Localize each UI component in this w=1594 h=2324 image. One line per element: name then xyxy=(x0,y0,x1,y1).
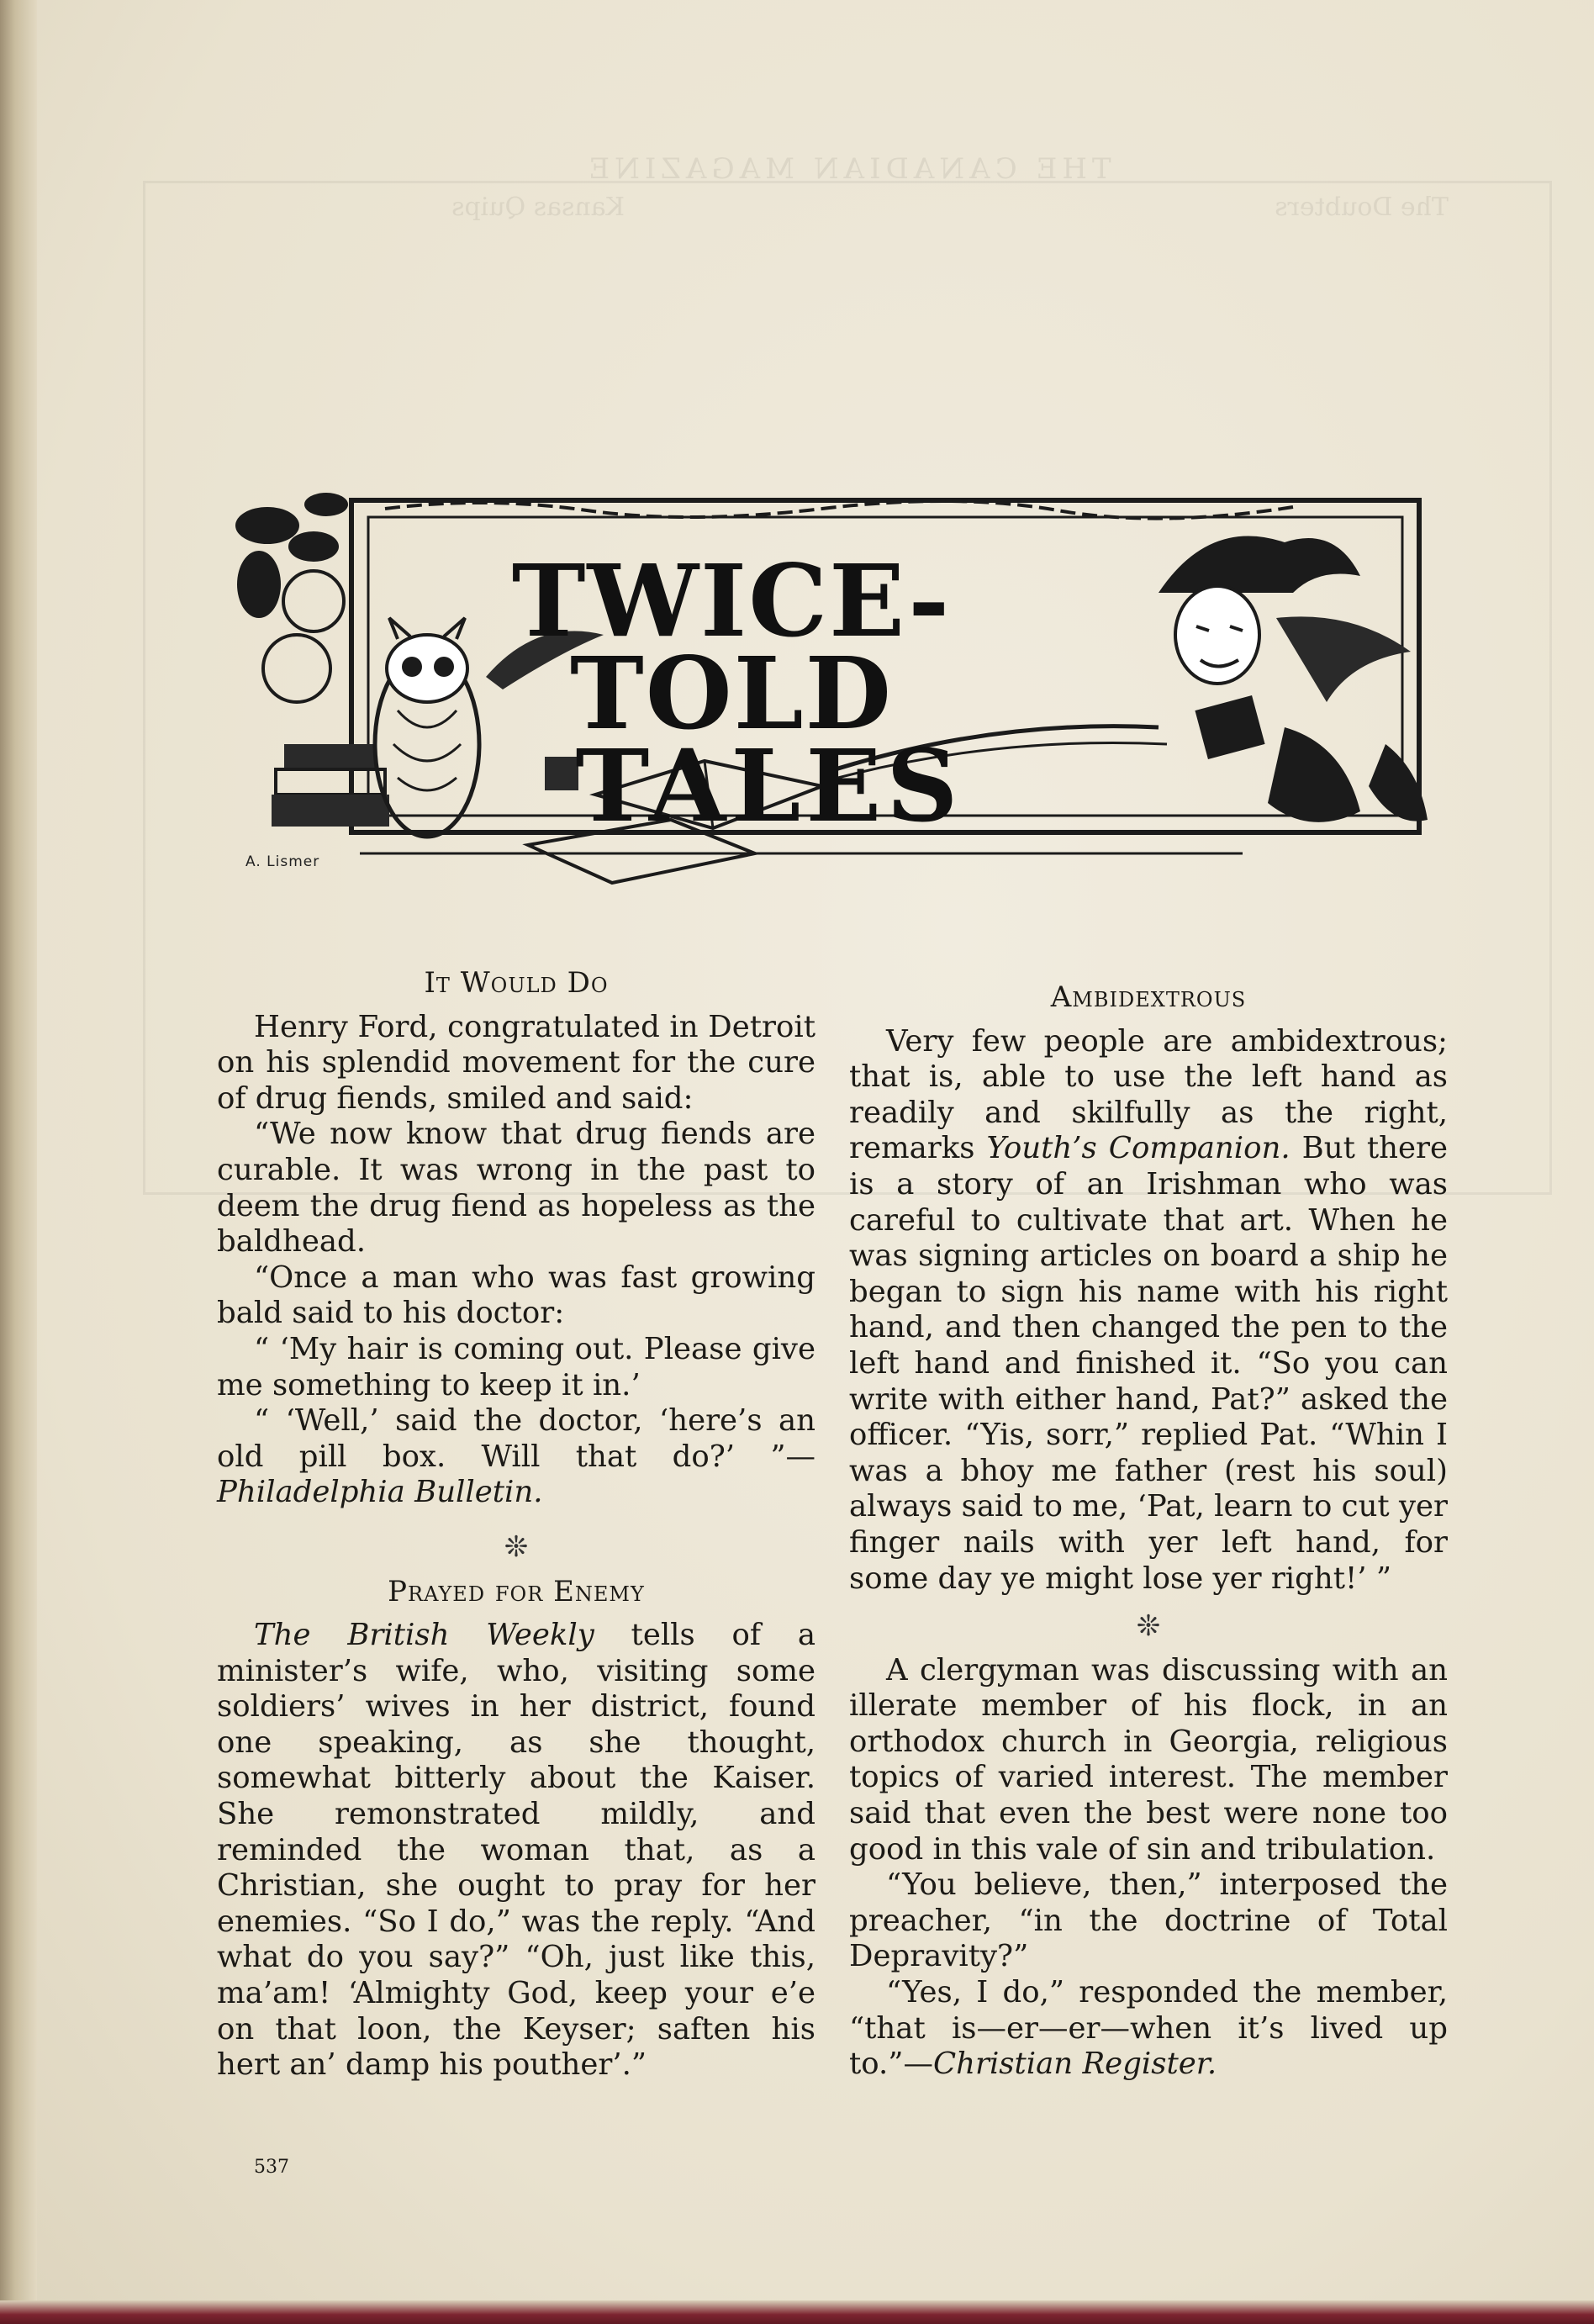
showthrough-running-head: THE CANADIAN MAGAZINE xyxy=(583,152,1111,186)
paragraph: “We now know that drug fiends are curable. It was wrong in the past to deem the drug fiend as hopeless as the baldhead. xyxy=(217,1117,815,1260)
paragraph xyxy=(217,1403,815,1511)
paragraph-text: “Yes, I do,” responded the member, “that is—er—er—when it’s lived up to.”— xyxy=(849,1975,1448,2082)
paragraph-text: Very few people are ambidextrous; that is, able to use the left hand as readily and skilfully as the right, remarks xyxy=(849,1023,1448,1166)
title-line-2: TALES xyxy=(575,727,963,844)
paragraph xyxy=(217,1618,815,2084)
ornament-divider: ❊ xyxy=(504,1529,529,1564)
story-heading-prayed-for-enemy: Prayed for Enemy xyxy=(388,1574,645,1608)
source-citation: The British Weekly xyxy=(254,1618,594,1653)
paragraph-text: But there is a story of an Irishman who was careful to cultivate that art. When he was signing articles on board a ship he began to sign his name with his right hand, and then changed the pen to the left hand and finished it. “So you can write with either hand, Pat?” asked the officer. “Yis, sorr,” replied Pat. “Whin I was a bhoy me father (rest his soul) always said to me, ‘Pat, learn to cut yer finger nails with yer left hand, for some day ye might lose yer right!’ ” xyxy=(849,1131,1449,1596)
paragraph: Henry Ford, congratulated in Detroit on his splendid movement for the cure of drug fiends, smiled and said: xyxy=(217,1009,815,1116)
paragraph: “ ‘My hair is coming out. Please give me something to keep it in.’ xyxy=(217,1331,815,1402)
title-line-1: TWICE-TOLD xyxy=(511,542,952,752)
paragraph-text: “ ‘Well,’ said the doctor, ‘here’s an old pill box. Will that do?’ ”— xyxy=(217,1403,815,1474)
source-citation: Youth’s Companion. xyxy=(986,1131,1291,1166)
ornament-divider: ❊ xyxy=(1136,1609,1161,1644)
story-heading-ambidextrous: Ambidextrous xyxy=(1050,980,1247,1014)
left-column xyxy=(217,965,815,2084)
paragraph xyxy=(849,1024,1448,1598)
banner-title xyxy=(395,542,1068,844)
page-bottom-edge xyxy=(0,2300,1594,2324)
page-number: 537 xyxy=(254,2157,289,2178)
source-citation: Christian Register. xyxy=(932,2047,1217,2082)
source-citation: Philadelphia Bulletin. xyxy=(217,1475,543,1510)
showthrough-heading-left: The Doubters xyxy=(1275,193,1449,222)
artist-signature: A. Lismer xyxy=(245,853,320,870)
paragraph-text: tells of a minister’s wife, who, visiting some soldiers’ wives in her district, found one speaking, as she thought, somewhat bitterly about the Kaiser. She remonstrated mildly, and reminded the woman that, as a Christian, she ought to pray for her enemies. “So I do,” was the reply. “And what do you say?” “Oh, just like this, ma’am! ‘Almighty God, keep your e’e on that loon, the Keyser; saften his hert an’ damp his pouther’.” xyxy=(217,1618,815,2083)
paragraph: A clergyman was discussing with an illerate member of his flock, in an orthodox church in Georgia, religious topics of varied interest. The member said that even the best were none too good in this vale of sin and tribulation. xyxy=(849,1652,1448,1867)
paragraph: “Once a man who was fast growing bald said to his doctor: xyxy=(217,1260,815,1331)
book-binding-edge xyxy=(0,0,37,2324)
paragraph xyxy=(849,1975,1448,2083)
showthrough-heading-right: Kansas Quips xyxy=(451,193,625,222)
story-heading-it-would-do: It Would Do xyxy=(424,966,609,1000)
paragraph: “You believe, then,” interposed the preacher, “in the doctrine of Total Depravity?” xyxy=(849,1867,1448,1974)
right-column xyxy=(849,980,1448,2083)
